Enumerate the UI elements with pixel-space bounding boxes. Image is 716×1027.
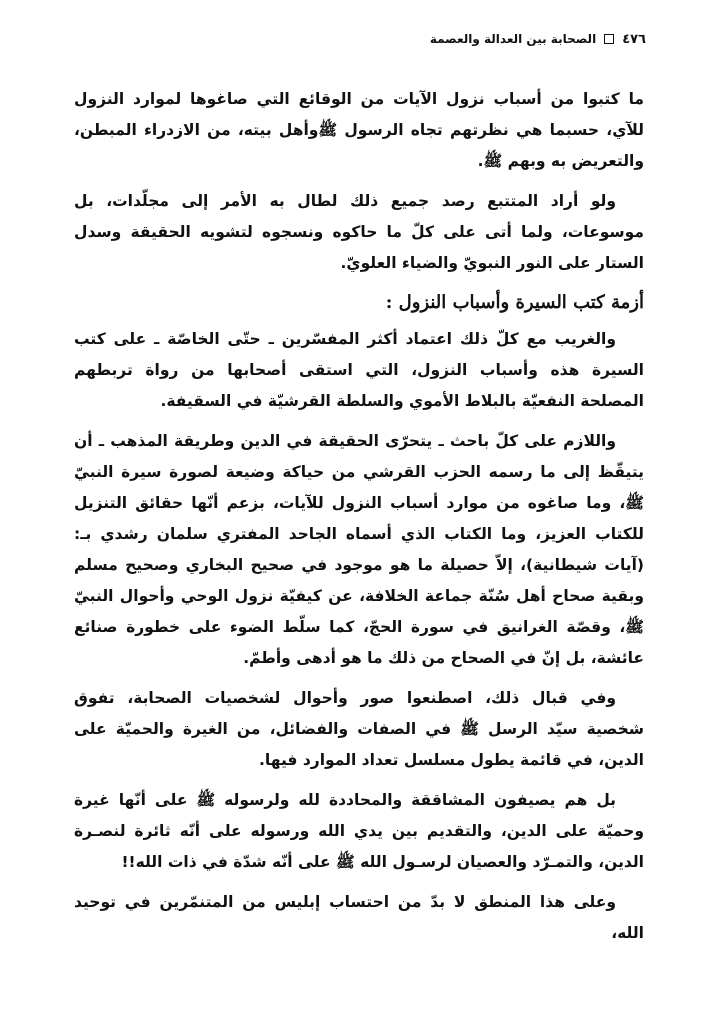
paragraph: ولو أراد المتتبع رصد جميع ذلك لطال به الأمر إلى مجلّدات، بل موسوعات، ولما أتى على كلّ ما حاكوه ونسجوه لتشويه الحقيقة وسدل الستار على النور النبويّ والضياء العلويّ. [74,192,644,272]
page-number: ٤٧٦ [622,31,646,47]
paragraph: بل هم يصيفون المشاققة والمحاددة لله ولرسوله ﷺ على أنّها غيرة وحميّة على الدين، والتقديم بين يدي الله ورسوله على أنّه ثائرة لنصـرة الدين، والتمـرّد والعصيان لرسـول الله ﷺ على أنّه شدّة في ذات الله!! [74,791,644,871]
paragraph: واللازم على كلّ باحث ـ يتحرّى الحقيقة في الدين وطريقة المذهب ـ أن يتيقّظ إلى ما رسمه الحزب القرشي من حياكة وضيعة لصورة سيرة النبيّ ﷺ، وما صاغوه من موارد أسباب النزول للآيات، بزعم أنّها حقائق التنزيل للكتاب العزيز، وما الكتاب الذي أسماه الجاحد المفتري سلمان رشدي بـ: (آيات شيطانية)، إلاّ حصيلة ما هو موجود في صحيح البخاري وصحيح مسلم وبقية صحاح أهل سُنّة جماعة الخلافة، عن كيفيّة نزول الوحي وأحوال النبيّ ﷺ، وقصّة الغرانيق في سورة الحجّ، كما سلّط الضوء على خطورة صنائع عائشة، بل إنّ في الصحاح من ذلك ما هو أدهى وأطمّ. [74,432,644,667]
paragraph: وفي قبال ذلك، اصطنعوا صور وأحوال لشخصيات الصحابة، تفوق شخصية سيّد الرسل ﷺ في الصفات والفضائل، من الغيرة والحميّة على الدين، في قائمة يطول مسلسل تعداد الموارد فيها. [74,689,644,769]
paragraph: والغريب مع كلّ ذلك اعتماد أكثر المفسّرين ـ حتّى الخاصّة ـ على كتب السيرة هذه وأسباب النزول، التي استقى أصحابها من رواة تربطهم المصلحة النفعيّة بالبلاط الأموي والسلطة القرشيّة في السقيفة. [74,330,644,410]
paragraph: وعلى هذا المنطق لا بدّ من احتساب إبليس من المتنمّرين في توحيد الله، [74,893,644,942]
paragraph: ما كتبوا من أسباب نزول الآيات من الوقائع التي صاغوها لموارد النزول للآي، حسبما هي نظرتهم تجاه الرسول ﷺوأهل بيته، من الازدراء المبطن، والتعريض به وبهم ﷺ. [74,90,644,170]
section-heading: أزمة كتب السيرة وأسباب النزول : [385,292,644,313]
header-square-icon [604,34,614,44]
page-header [70,28,646,50]
page-body [74,84,644,958]
running-title: الصحابة بين العدالة والعصمة [429,32,597,46]
